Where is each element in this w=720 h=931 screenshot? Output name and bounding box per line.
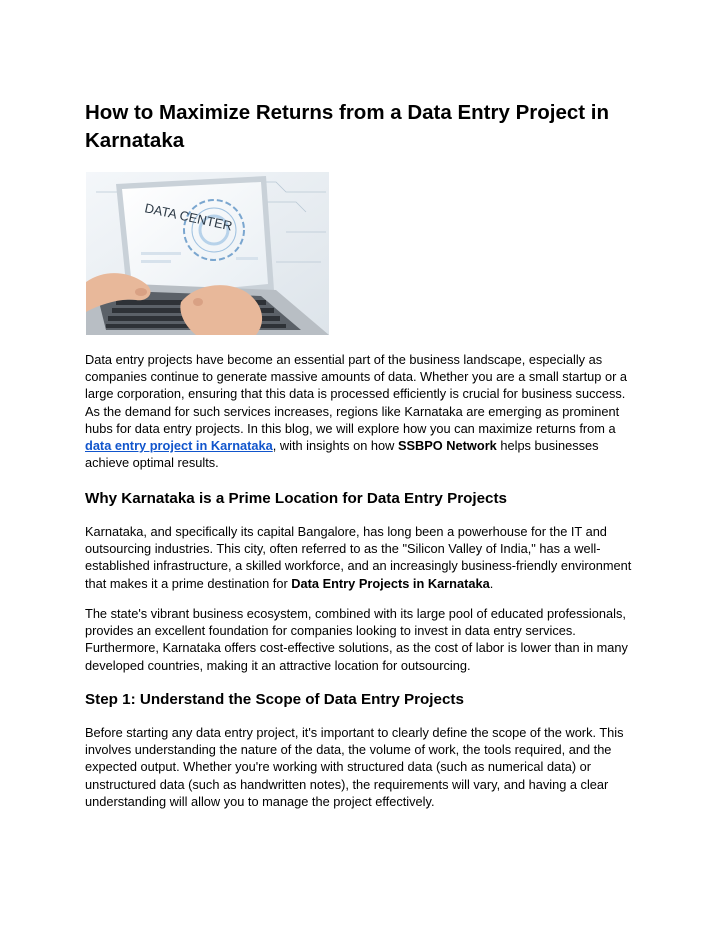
page-title: How to Maximize Returns from a Data Entry Project in Karnataka	[85, 101, 609, 152]
intro-paragraph	[85, 351, 637, 471]
brand-name: SSBPO Network	[397, 438, 497, 454]
data-entry-project-link[interactable]: data entry project in Karnataka	[85, 438, 273, 454]
section1-paragraph-1	[85, 523, 637, 592]
hero-image	[86, 172, 329, 335]
intro-text-after-link: , with insights on how	[272, 438, 398, 454]
section1-text: Karnataka, and specifically its capital Bangalore, has long been a powerhouse for the IT and outsourcing industries. This city, often referred to as the "Silicon Valley of India," has a well-established infrastructure, a skilled workforce, and an increasingly business-friendly environment that makes it a prime destination for	[85, 524, 632, 591]
section2-paragraph-1: Before starting any data entry project, it's important to clearly define the scope of the work. This involves understanding the nature of the data, the volume of work, the tools required, and the expected output. Whether you're working with structured data (such as numerical data) or unstructured data (such as handwritten notes), the requirements will vary, and having a clear understanding will allow you to manage the project effectively.	[85, 725, 624, 809]
intro-text: Data entry projects have become an essential part of the business landscape, especially as companies continue to generate massive amounts of data. Whether you are a small startup or a large corporation, ensuring that this data is processed efficiently is crucial for business success. As the demand for such services increases, regions like Karnataka are emerging as prominent hubs for data entry projects. In this blog, we will explore how you can maximize returns from a	[85, 352, 628, 436]
section1-bold-text: Data Entry Projects in Karnataka	[291, 575, 490, 591]
laptop-typing-icon	[86, 172, 329, 335]
screen-text: DATA CENTER	[143, 200, 234, 234]
section1-heading: Why Karnataka is a Prime Location for Data Entry Projects	[85, 490, 508, 507]
intro-text-end: helps businesses achieve optimal results.	[85, 438, 599, 471]
section1-paragraph-2: The state's vibrant business ecosystem, combined with its large pool of educated professionals, provides an excellent foundation for companies looking to invest in data entry services. Furthermore, Karnataka offers cost-effective solutions, as the cost of labor is lower than in many developed countries, making it an attractive location for outsourcing.	[85, 606, 628, 673]
section2-heading: Step 1: Understand the Scope of Data Entry Projects	[85, 691, 464, 708]
section1-text-end: .	[489, 575, 494, 591]
